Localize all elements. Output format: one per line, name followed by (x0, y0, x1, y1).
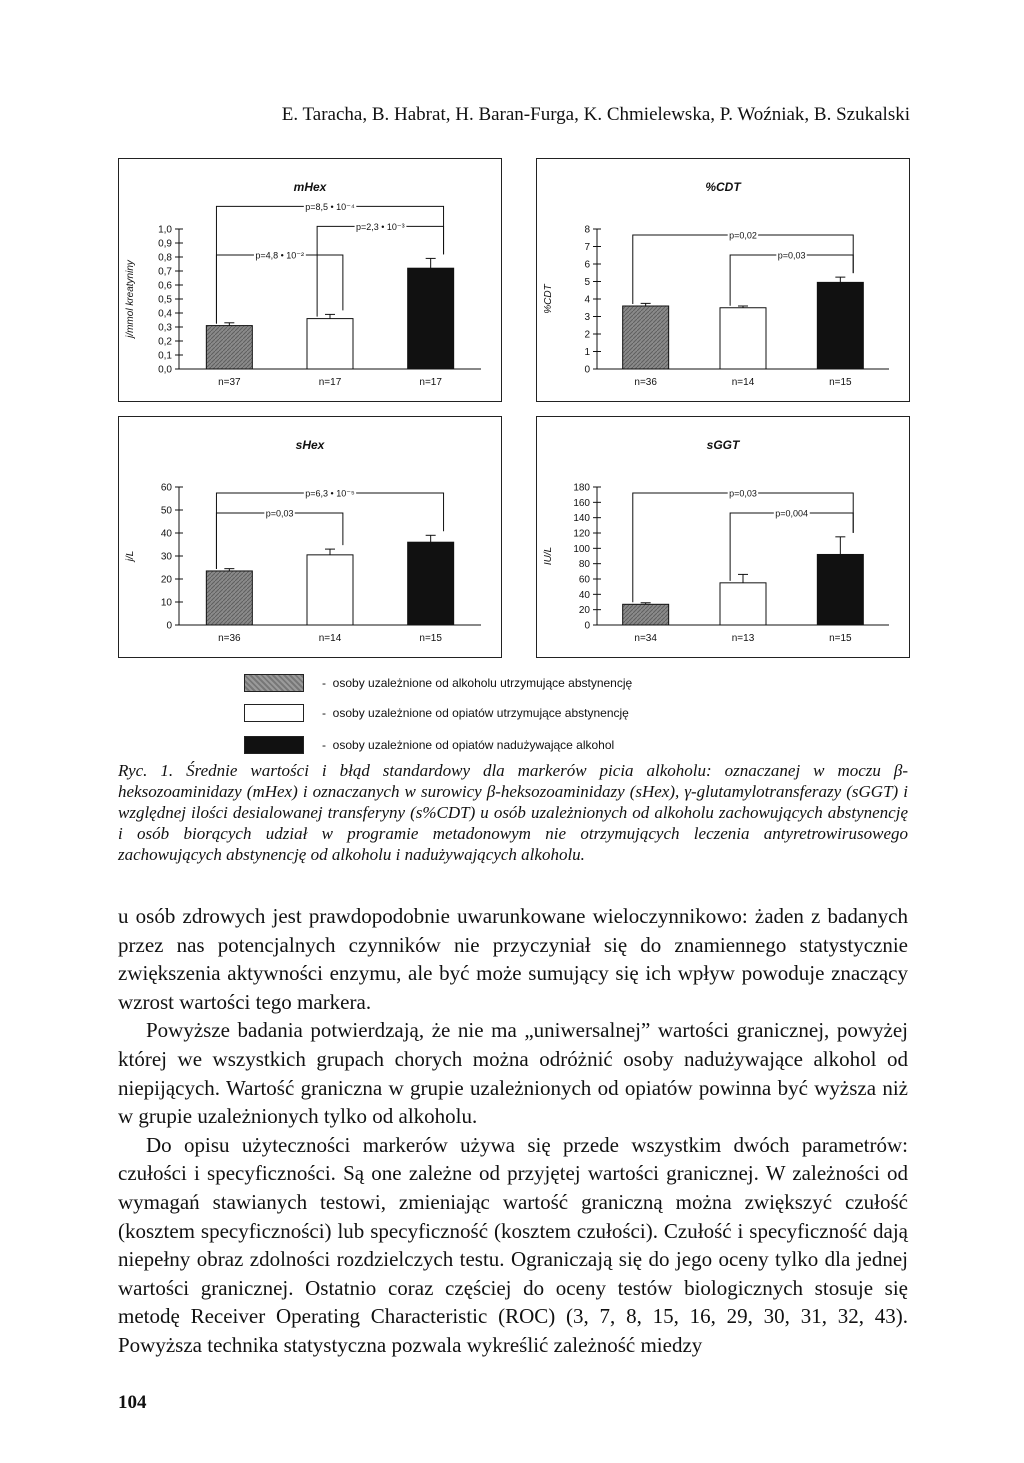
y-tick-label: 6 (584, 259, 590, 271)
y-axis-label: j/mmol kreatyniny (125, 260, 136, 338)
x-category-label: n=34 (634, 633, 657, 644)
significance-label: p=0,03 (265, 508, 294, 519)
significance-bracket (216, 255, 342, 324)
legend-label: - osoby uzależnione od opiatów nadużywające alkohol (322, 738, 615, 752)
significance-label: p=0,004 (775, 508, 809, 519)
y-tick-label: 0,4 (158, 308, 172, 320)
y-tick-label: 0,8 (158, 252, 172, 264)
figure (118, 158, 908, 658)
y-tick-label: 0,0 (158, 364, 172, 376)
x-category-label: n=15 (829, 633, 852, 644)
chart-svg (119, 159, 501, 401)
y-tick-label: 40 (578, 589, 590, 601)
y-tick-label: 20 (160, 574, 172, 586)
figure-legend (244, 670, 844, 760)
y-tick-label: 1 (584, 347, 590, 358)
y-tick-label: 40 (160, 528, 172, 540)
bar-opiate-alcohol (408, 542, 454, 625)
legend-label: - osoby uzależnione od opiatów utrzymujące abstynencję (322, 706, 629, 720)
x-category-label: n=13 (731, 633, 755, 644)
figure-caption: Ryc. 1. Średnie wartości i błąd standardowy dla markerów picia alkoholu: oznaczanej w moczu β-heksozoaminidazy (mHex) i oznaczanych w surowicy β-heksozoaminidazy (sHex), γ-glutamylotransferazy (sGGT) i względnej ilości desialowanej transferyny (s%CDT) u osób uzależnionych od alkoholu zachowujących abstynencję i osób biorących udział w programie metadonowym nie otrzymujących leczenia antyretrowirusowego zachowujących abstynencję od alkoholu i nadużywających alkoholu. (118, 761, 908, 864)
x-category-label: n=14 (318, 633, 342, 644)
x-category-label: n=36 (634, 377, 657, 388)
y-axis-label: IU/L (543, 546, 554, 566)
legend-item (244, 702, 629, 724)
significance-label: p=4,8 • 10⁻² (255, 250, 305, 261)
bar-opiate-abstinent (720, 308, 766, 369)
bar-opiate-abstinent (307, 319, 353, 369)
x-category-label: n=15 (829, 377, 852, 388)
legend-swatch-white (244, 704, 304, 722)
x-category-label: n=36 (218, 633, 241, 644)
y-tick-label: 0 (584, 620, 590, 632)
x-category-label: n=37 (218, 377, 241, 388)
bar-alcohol-abstinent (623, 306, 669, 369)
significance-label: p=6,3 • 10⁻⁵ (305, 488, 355, 499)
y-tick-label: 0,7 (158, 266, 172, 278)
y-tick-label: 120 (573, 528, 590, 540)
chart-title: sGGT (706, 438, 740, 452)
bar-opiate-alcohol (408, 268, 454, 369)
y-tick-label: 8 (584, 224, 590, 236)
paragraph: u osób zdrowych jest prawdopodobnie uwarunkowane wieloczynnikowo: żaden z badanych przez nas potencjalnych czynników nie przyczyniał się do znamiennego statystycznie zwiększenia aktywności enzymu, ale być może sumujący się ich wpływ powoduje znaczący wzrost wartości tego markera. (118, 904, 908, 1014)
y-tick-label: 7 (584, 242, 590, 253)
bar-opiate-alcohol (817, 282, 863, 369)
y-tick-label: 4 (584, 294, 590, 306)
y-tick-label: 5 (584, 277, 590, 288)
y-tick-label: 160 (573, 497, 590, 509)
y-tick-label: 50 (160, 505, 172, 517)
y-tick-label: 0,5 (158, 294, 172, 306)
page-number: 104 (118, 1392, 147, 1413)
bar-alcohol-abstinent (206, 326, 252, 369)
chart-panel-shex (118, 416, 502, 658)
x-category-label: n=14 (731, 377, 755, 388)
chart-title: mHex (293, 180, 327, 194)
legend-label: - osoby uzależnione od alkoholu utrzymujące abstynencję (322, 676, 633, 690)
y-tick-label: 3 (584, 312, 590, 323)
y-axis-label: j/L (125, 550, 136, 562)
chart-panel-sggt (536, 416, 910, 658)
y-tick-label: 0,9 (158, 238, 172, 250)
running-header: E. Taracha, B. Habrat, H. Baran-Furga, K. Chmielewska, P. Woźniak, B. Szukalski (281, 104, 910, 125)
y-tick-label: 0,3 (158, 322, 172, 334)
significance-label: p=2,3 • 10⁻³ (355, 221, 405, 232)
x-category-label: n=17 (318, 377, 342, 388)
y-axis-label: %CDT (543, 284, 554, 314)
y-tick-label: 0,2 (158, 336, 172, 348)
significance-label: p=0,03 (777, 250, 806, 261)
y-tick-label: 0 (166, 620, 172, 632)
y-tick-label: 180 (573, 482, 590, 494)
y-tick-label: 80 (578, 559, 590, 571)
y-tick-label: 60 (578, 574, 590, 586)
y-tick-label: 60 (160, 482, 172, 494)
y-tick-label: 30 (160, 551, 172, 563)
paragraph: Powyższe badania potwierdzają, że nie ma „uniwersalnej” wartości granicznej, powyżej której we wszystkich grupach chorych można odróżnić osoby nadużywające alkohol od niepijących. Wartość graniczna w grupie uzależnionych od opiatów powinna być wyższa niż w grupie uzależnionych tylko od alkoholu. (118, 1018, 908, 1129)
y-tick-label: 1,0 (158, 224, 172, 236)
chart-svg (119, 417, 501, 657)
x-category-label: n=17 (419, 377, 442, 388)
bar-opiate-alcohol (817, 554, 863, 625)
significance-label: p=0,03 (729, 488, 757, 499)
chart-title: %CDT (705, 180, 741, 194)
x-category-label: n=15 (419, 633, 442, 644)
y-tick-label: 20 (578, 605, 590, 617)
significance-label: p=0,02 (729, 230, 757, 241)
y-tick-label: 140 (573, 513, 590, 525)
body-text (118, 902, 908, 1360)
legend-item (244, 734, 614, 756)
legend-item (244, 672, 632, 694)
y-tick-label: 0,1 (158, 350, 172, 362)
chart-title: sHex (295, 438, 325, 452)
legend-swatch-black (244, 736, 304, 754)
chart-svg (537, 417, 909, 657)
legend-swatch-gray (244, 674, 304, 692)
bar-alcohol-abstinent (206, 571, 252, 625)
bar-opiate-abstinent (307, 555, 353, 625)
bar-opiate-abstinent (720, 583, 766, 625)
chart-svg (537, 159, 909, 401)
y-tick-label: 100 (573, 543, 590, 555)
significance-label: p=8,5 • 10⁻⁴ (305, 201, 355, 212)
y-tick-label: 2 (584, 329, 590, 341)
y-tick-label: 0,6 (158, 280, 172, 292)
chart-panel-mhex (118, 158, 502, 402)
y-tick-label: 0 (584, 364, 590, 376)
paragraph: Do opisu użyteczności markerów używa się przede wszystkim dwóch parametrów: czułości i specyficzności. Są one zależne od przyjętej wartości granicznej. W zależności od wymagań stawianych testowi, zmieniając wartość graniczną można zwiększyć czułość (kosztem specyficzności) lub specyficzność (kosztem czułości). Czułość i specyficzność dają niepełny obraz zdolności rozdzielczych testu. Ograniczają się do jego oceny tylko dla jednej wartości granicznej. Ostatnio coraz częściej do oceny testów biologicznych stosuje się metodę Receiver Operating Characteristic (ROC) (3, 7, 8, 15, 16, 29, 30, 31, 32, 43). Powyższa technika statystyczna pozwala wykreślić zależność miedzy (118, 1132, 908, 1357)
chart-panel-cdt (536, 158, 910, 402)
y-tick-label: 10 (160, 597, 172, 609)
bar-alcohol-abstinent (623, 604, 669, 625)
